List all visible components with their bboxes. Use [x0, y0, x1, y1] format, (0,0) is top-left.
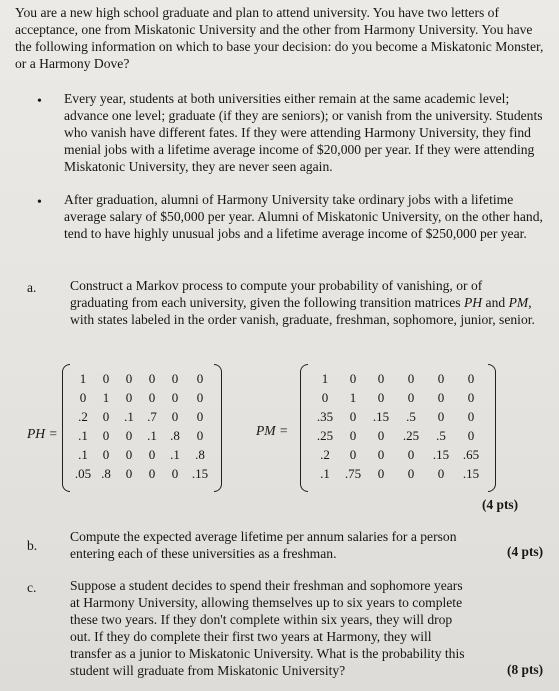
matrix-row — [310, 445, 486, 464]
matrix-cell: .8 — [195, 446, 205, 462]
matrix-cell: 0 — [148, 370, 156, 386]
matrix-cell: .15 — [191, 465, 209, 481]
matrix-cell: 1 — [321, 370, 329, 386]
bullet-marker: • — [37, 195, 42, 210]
matrix-row — [310, 426, 486, 445]
matrix-cell: 0 — [148, 465, 156, 481]
pm-symbol: PM — [508, 295, 529, 310]
matrix-cell: 0 — [196, 389, 204, 405]
matrix-cell: 0 — [148, 446, 156, 462]
matrix-cell: 0 — [467, 370, 475, 386]
matrix-cell: .65 — [462, 446, 480, 462]
matrix-cell: 0 — [102, 408, 110, 424]
matrix-cell: 0 — [437, 370, 445, 386]
matrix-cell: 0 — [349, 408, 357, 424]
matrix-cell: 0 — [407, 446, 415, 462]
matrix-row — [310, 464, 486, 483]
matrix-cell: 0 — [377, 370, 385, 386]
matrix-cell: .8 — [101, 465, 111, 481]
matrix-row — [72, 407, 214, 426]
matrix-cell: 0 — [467, 427, 475, 443]
ph-matrix — [62, 364, 222, 492]
matrix-cell: .1 — [78, 446, 88, 462]
matrix-row — [310, 388, 486, 407]
intro-paragraph: You are a new high school graduate and plan to attend university. You have two letters of acceptance, one from Miskatonic University and the other from Harmony University. You have the following information on which to base your decision: do you become a Miskatonic Monster, or a Harmony Dove? — [15, 5, 544, 71]
matrix-cell: 0 — [407, 465, 415, 481]
matrix-cell: .2 — [78, 408, 88, 424]
matrix-cell: .1 — [124, 408, 134, 424]
matrix-cell: .25 — [316, 427, 334, 443]
matrix-cell: 0 — [377, 427, 385, 443]
ph-left-bracket — [62, 364, 70, 492]
matrix-row — [72, 388, 214, 407]
part-a-text-after: , with states labeled in the order vanish, graduate, freshman, sophomore, junior, senior. — [70, 295, 535, 327]
part-a-points: (4 pts) — [482, 497, 519, 512]
ph-matrix-label: PH = — [27, 426, 58, 441]
part-c-points: (8 pts) — [507, 662, 544, 677]
matrix-cell: 0 — [377, 389, 385, 405]
ph-right-bracket — [214, 364, 222, 492]
part-a-text — [70, 277, 542, 328]
matrix-cell: .35 — [316, 408, 334, 424]
pm-matrix-label: PM = — [256, 423, 289, 438]
matrix-cell: .15 — [372, 408, 390, 424]
matrix-cell: 0 — [437, 389, 445, 405]
pm-matrix-table — [310, 369, 486, 483]
matrix-row — [310, 407, 486, 426]
part-c-label: c. — [27, 580, 37, 595]
matrix-cell: 0 — [349, 370, 357, 386]
matrix-cell: 0 — [102, 427, 110, 443]
matrix-cell: 0 — [407, 370, 415, 386]
part-b-text: Compute the expected average lifetime per annum salaries for a person entering each of these universities as a freshman. — [70, 529, 457, 561]
matrix-row — [72, 426, 214, 445]
matrix-cell: .5 — [406, 408, 416, 424]
matrix-cell: 1 — [102, 389, 110, 405]
matrix-row — [72, 464, 214, 483]
part-a-label: a. — [27, 280, 37, 295]
part-b-points: (4 pts) — [507, 544, 544, 559]
bullet-item-1: Every year, students at both universities either remain at the same academic level; advance one level; graduate (if they are seniors); or vanish from the university. Students who vanish have different fates. If they were attending Harmony University, they find menial jobs with a lifetime average income of $20,000 per year. If they were attending Miskatonic University, they are never seen again. — [64, 91, 543, 174]
matrix-cell: 0 — [196, 370, 204, 386]
matrix-cell: 0 — [125, 427, 133, 443]
matrix-cell: .1 — [147, 427, 157, 443]
matrix-cell: .15 — [432, 446, 450, 462]
matrix-row — [72, 369, 214, 388]
matrix-cell: .7 — [147, 408, 157, 424]
matrix-cell: 1 — [349, 389, 357, 405]
pm-matrix — [300, 364, 496, 492]
matrix-cell: 0 — [102, 370, 110, 386]
matrix-cell: 0 — [148, 389, 156, 405]
matrix-cell: 0 — [467, 389, 475, 405]
bullet-item-2: After graduation, alumni of Harmony University take ordinary jobs with a lifetime average salary of $50,000 per year. Alumni of Miskatonic University, on the other hand, tend to have highly unusual jobs and a lifetime average income of $250,000 per year. — [64, 192, 543, 241]
matrix-cell: 0 — [321, 389, 329, 405]
pm-right-bracket — [488, 364, 496, 492]
matrix-cell: .15 — [462, 465, 480, 481]
matrix-cell: 0 — [171, 465, 179, 481]
bullet-marker: • — [37, 94, 42, 109]
matrix-cell: 0 — [79, 389, 87, 405]
matrix-cell: 0 — [125, 465, 133, 481]
matrix-cell: .2 — [320, 446, 330, 462]
matrix-cell: 1 — [79, 370, 87, 386]
matrix-cell: 0 — [437, 408, 445, 424]
matrix-row — [72, 445, 214, 464]
matrix-cell: .1 — [170, 446, 180, 462]
matrix-cell: 0 — [125, 446, 133, 462]
part-b-label: b. — [27, 538, 38, 553]
matrix-cell: .1 — [78, 427, 88, 443]
part-a-text-before: Construct a Markov process to compute your probability of vanishing, or of graduating from each university, given the following transition matrices — [70, 278, 483, 310]
matrix-cell: 0 — [349, 427, 357, 443]
ph-symbol: PH — [464, 295, 483, 310]
matrix-cell: 0 — [437, 465, 445, 481]
matrix-cell: .8 — [170, 427, 180, 443]
matrix-cell: 0 — [125, 389, 133, 405]
and-word: and — [485, 295, 506, 310]
part-c-text: Suppose a student decides to spend their freshman and sophomore years at Harmony University, allowing themselves up to six years to complete these two years. If they don't complete within six years, they will drop out. If they do complete their first two years at Harmony, they will transfer as a junior to Miskatonic University. What is the probability this student will graduate from Miskatonic University? — [70, 578, 465, 678]
matrix-cell: 0 — [467, 408, 475, 424]
matrix-cell: 0 — [171, 389, 179, 405]
matrix-cell: .75 — [344, 465, 362, 481]
matrix-cell: 0 — [377, 465, 385, 481]
matrix-row — [310, 369, 486, 388]
matrix-cell: 0 — [349, 446, 357, 462]
pm-left-bracket — [300, 364, 308, 492]
matrix-cell: .5 — [436, 427, 446, 443]
matrix-cell: 0 — [125, 370, 133, 386]
matrix-cell: 0 — [407, 389, 415, 405]
matrix-cell: 0 — [196, 427, 204, 443]
matrix-cell: .05 — [74, 465, 92, 481]
matrix-cell: 0 — [171, 408, 179, 424]
matrix-cell: .1 — [320, 465, 330, 481]
matrix-cell: 0 — [377, 446, 385, 462]
ph-matrix-table — [72, 369, 214, 483]
matrix-cell: .25 — [402, 427, 420, 443]
matrix-cell: 0 — [171, 370, 179, 386]
matrix-cell: 0 — [102, 446, 110, 462]
matrix-cell: 0 — [196, 408, 204, 424]
